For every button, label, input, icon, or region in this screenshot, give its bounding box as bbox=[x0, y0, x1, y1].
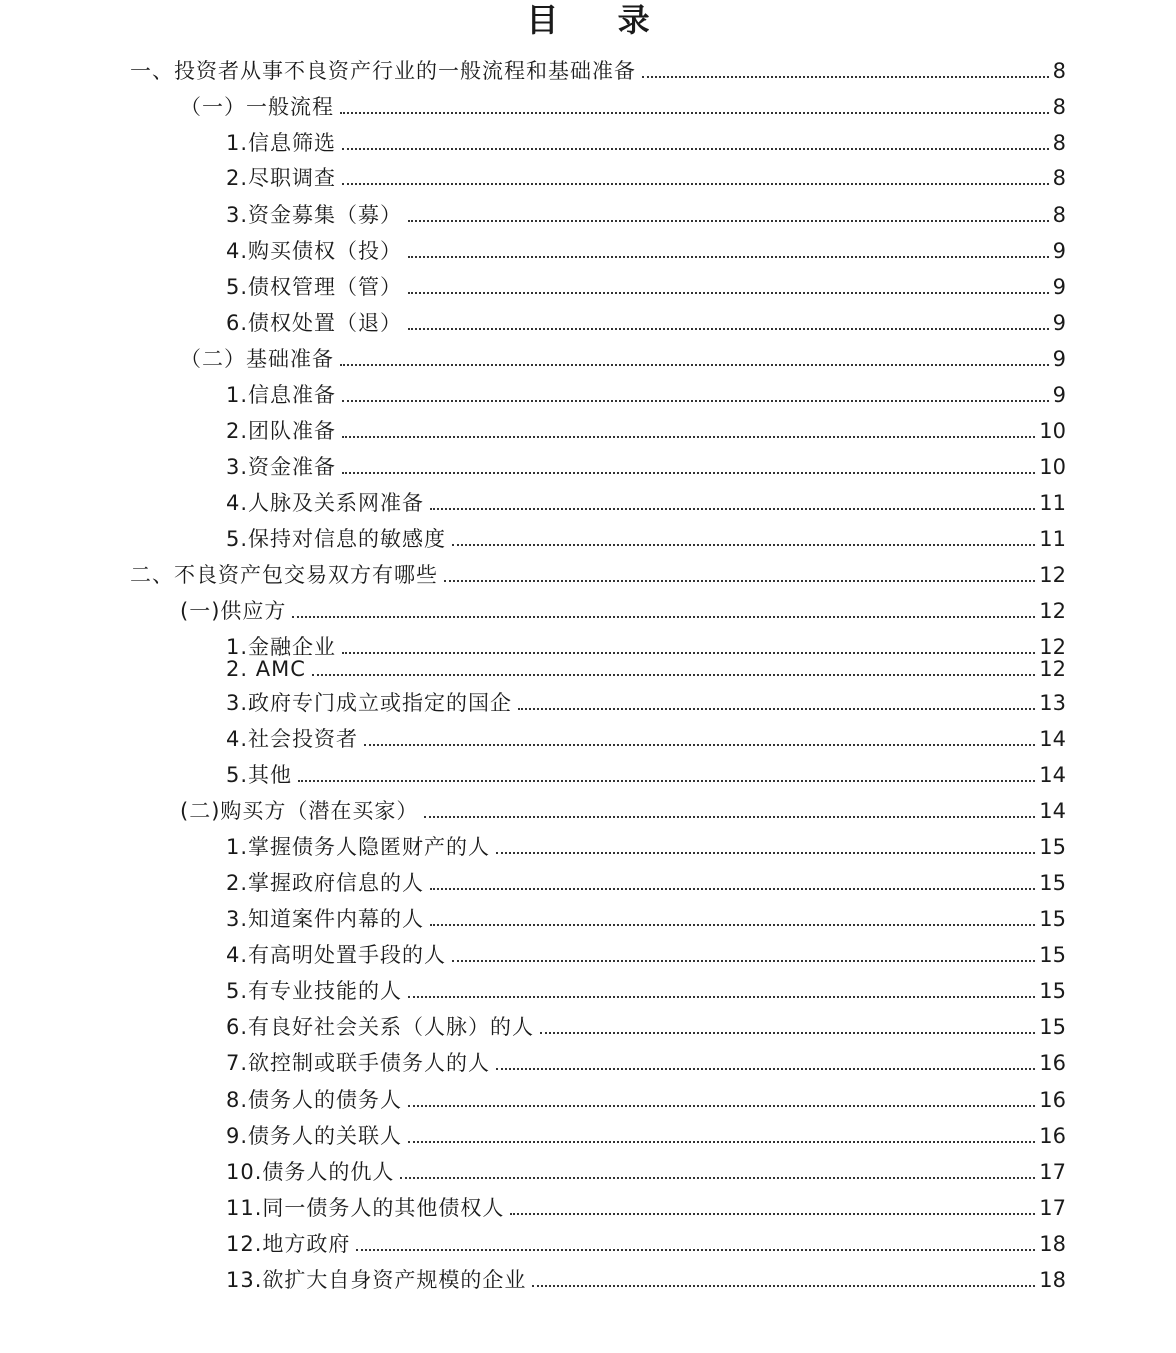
toc-entry[interactable] bbox=[226, 310, 1066, 336]
toc-entry-page-number: 8 bbox=[1052, 166, 1066, 190]
dot-leader bbox=[340, 364, 1049, 366]
dot-leader bbox=[400, 1177, 1035, 1179]
toc-entry-page-number: 10 bbox=[1039, 419, 1066, 443]
dot-leader bbox=[312, 674, 1035, 676]
toc-entry[interactable] bbox=[226, 1231, 1066, 1257]
toc-entry-label: 11.同一债务人的其他债权人 bbox=[226, 1196, 505, 1220]
dot-leader bbox=[342, 436, 1035, 438]
toc-entry[interactable] bbox=[226, 1123, 1066, 1149]
dot-leader bbox=[292, 616, 1035, 618]
toc-entry[interactable] bbox=[226, 130, 1066, 156]
toc-entry-label: 5.债权管理（管） bbox=[226, 275, 403, 299]
toc-entry-label: 1.信息准备 bbox=[226, 383, 337, 407]
dot-leader bbox=[430, 888, 1035, 890]
toc-entry-label: 9.债务人的关联人 bbox=[226, 1124, 403, 1148]
dot-leader bbox=[408, 996, 1035, 998]
toc-entry[interactable] bbox=[226, 1267, 1066, 1293]
toc-entry-label: 6.债权处置（退） bbox=[226, 311, 403, 335]
toc-entry[interactable] bbox=[180, 598, 1066, 624]
toc-entry-label: 4.购买债权（投） bbox=[226, 239, 403, 263]
toc-entry-page-number: 12 bbox=[1039, 635, 1066, 659]
toc-entry-page-number: 15 bbox=[1039, 907, 1066, 931]
toc-entry-label: 6.有良好社会关系（人脉）的人 bbox=[226, 1015, 535, 1039]
dot-leader bbox=[430, 508, 1035, 510]
toc-entry-label: (一)供应方 bbox=[180, 599, 287, 623]
dot-leader bbox=[342, 472, 1035, 474]
toc-entry-label: 2.掌握政府信息的人 bbox=[226, 871, 425, 895]
dot-leader bbox=[342, 183, 1049, 185]
toc-entry-page-number: 9 bbox=[1052, 239, 1066, 263]
toc-entry-label: 10.债务人的仇人 bbox=[226, 1160, 395, 1184]
toc-entry-label: 1.掌握债务人隐匿财产的人 bbox=[226, 835, 491, 859]
toc-entry-page-number: 12 bbox=[1039, 599, 1066, 623]
toc-entry-label: 1.信息筛选 bbox=[226, 131, 337, 155]
toc-entry-page-number: 15 bbox=[1039, 1015, 1066, 1039]
toc-entry-page-number: 9 bbox=[1052, 275, 1066, 299]
toc-entry[interactable] bbox=[226, 274, 1066, 300]
toc-entry-page-number: 16 bbox=[1039, 1088, 1066, 1112]
toc-entry-page-number: 8 bbox=[1052, 131, 1066, 155]
toc-entry-label: 2. AMC bbox=[226, 657, 306, 681]
toc-entry-page-number: 16 bbox=[1039, 1051, 1066, 1075]
toc-entry-label: (二)购买方（潜在买家） bbox=[180, 799, 419, 823]
toc-entry-label: 5.其他 bbox=[226, 763, 293, 787]
toc-entry-page-number: 14 bbox=[1039, 799, 1066, 823]
toc-entry[interactable] bbox=[226, 906, 1066, 932]
toc-entry-label: 5.有专业技能的人 bbox=[226, 979, 403, 1003]
dot-leader bbox=[364, 744, 1035, 746]
toc-title: 目 录 bbox=[526, 1, 674, 39]
toc-entry[interactable] bbox=[226, 978, 1066, 1004]
toc-entry[interactable] bbox=[226, 762, 1066, 788]
toc-entry-label: 1.金融企业 bbox=[226, 635, 337, 659]
dot-leader bbox=[342, 148, 1049, 150]
toc-entry-label: 3.政府专门成立或指定的国企 bbox=[226, 691, 513, 715]
toc-entry[interactable] bbox=[226, 202, 1066, 228]
toc-entry-page-number: 14 bbox=[1039, 763, 1066, 787]
toc-entry-label: （一）一般流程 bbox=[180, 95, 334, 119]
toc-entry-page-number: 13 bbox=[1039, 691, 1066, 715]
toc-entry-page-number: 12 bbox=[1039, 657, 1066, 681]
dot-leader bbox=[444, 580, 1035, 582]
dot-leader bbox=[408, 220, 1049, 222]
toc-entry-label: 2.尽职调查 bbox=[226, 166, 337, 190]
toc-entry-page-number: 11 bbox=[1039, 491, 1066, 515]
toc-entry-label: 3.知道案件内幕的人 bbox=[226, 907, 425, 931]
dot-leader bbox=[424, 816, 1035, 818]
toc-entry-page-number: 10 bbox=[1039, 455, 1066, 479]
toc-entry-label: 3.资金募集（募） bbox=[226, 203, 403, 227]
toc-entry-page-number: 9 bbox=[1052, 311, 1066, 335]
toc-entry[interactable] bbox=[226, 1050, 1066, 1076]
toc-entry-label: 7.欲控制或联手债务人的人 bbox=[226, 1051, 491, 1075]
dot-leader bbox=[298, 780, 1035, 782]
toc-entry-label: 4.有高明处置手段的人 bbox=[226, 943, 447, 967]
dot-leader bbox=[540, 1032, 1035, 1034]
dot-leader bbox=[510, 1213, 1035, 1215]
toc-entry[interactable] bbox=[130, 58, 1066, 84]
toc-entry-page-number: 18 bbox=[1039, 1268, 1066, 1292]
toc-entry-label: 5.保持对信息的敏感度 bbox=[226, 527, 447, 551]
toc-entry[interactable] bbox=[226, 1087, 1066, 1113]
toc-entry[interactable] bbox=[226, 656, 1066, 682]
toc-entry[interactable] bbox=[226, 490, 1066, 516]
dot-leader bbox=[408, 1141, 1035, 1143]
dot-leader bbox=[642, 76, 1049, 78]
toc-entry-page-number: 16 bbox=[1039, 1124, 1066, 1148]
dot-leader bbox=[408, 292, 1049, 294]
toc-entry-page-number: 8 bbox=[1052, 59, 1066, 83]
dot-leader bbox=[532, 1285, 1035, 1287]
toc-entry[interactable] bbox=[226, 238, 1066, 264]
toc-entry[interactable] bbox=[226, 165, 1066, 191]
toc-entry-page-number: 8 bbox=[1052, 203, 1066, 227]
toc-entry[interactable] bbox=[226, 1014, 1066, 1040]
toc-entry-page-number: 9 bbox=[1052, 347, 1066, 371]
dot-leader bbox=[408, 328, 1049, 330]
dot-leader bbox=[496, 1068, 1035, 1070]
toc-entry-page-number: 18 bbox=[1039, 1232, 1066, 1256]
toc-entry[interactable] bbox=[226, 526, 1066, 552]
toc-entry-page-number: 11 bbox=[1039, 527, 1066, 551]
toc-entry-label: 12.地方政府 bbox=[226, 1232, 351, 1256]
toc-entry-page-number: 15 bbox=[1039, 835, 1066, 859]
toc-entry[interactable] bbox=[226, 834, 1066, 860]
toc-entry-page-number: 15 bbox=[1039, 871, 1066, 895]
toc-entry-page-number: 14 bbox=[1039, 727, 1066, 751]
dot-leader bbox=[340, 112, 1049, 114]
toc-entry[interactable] bbox=[226, 382, 1066, 408]
toc-entry-label: （二）基础准备 bbox=[180, 347, 334, 371]
toc-entry[interactable] bbox=[226, 1159, 1066, 1185]
toc-entry[interactable] bbox=[180, 798, 1066, 824]
toc-entry[interactable] bbox=[226, 870, 1066, 896]
toc-entry-label: 4.社会投资者 bbox=[226, 727, 359, 751]
dot-leader bbox=[408, 1105, 1035, 1107]
dot-leader bbox=[452, 960, 1035, 962]
toc-entry[interactable] bbox=[226, 454, 1066, 480]
dot-leader bbox=[452, 544, 1035, 546]
toc-entry[interactable] bbox=[130, 562, 1066, 588]
dot-leader bbox=[496, 852, 1035, 854]
toc-entry-page-number: 17 bbox=[1039, 1196, 1066, 1220]
dot-leader bbox=[356, 1249, 1035, 1251]
toc-entry-label: 4.人脉及关系网准备 bbox=[226, 491, 425, 515]
toc-entry[interactable] bbox=[180, 346, 1066, 372]
dot-leader bbox=[342, 400, 1049, 402]
toc-entry[interactable] bbox=[226, 418, 1066, 444]
dot-leader bbox=[518, 708, 1035, 710]
toc-entry-page-number: 9 bbox=[1052, 383, 1066, 407]
toc-entry-page-number: 15 bbox=[1039, 943, 1066, 967]
toc-entry-page-number: 8 bbox=[1052, 95, 1066, 119]
toc-entry-label: 2.团队准备 bbox=[226, 419, 337, 443]
toc-entry-label: 一、投资者从事不良资产行业的一般流程和基础准备 bbox=[130, 59, 636, 83]
toc-entry[interactable] bbox=[226, 726, 1066, 752]
toc-entry[interactable] bbox=[226, 1195, 1066, 1221]
toc-entry[interactable] bbox=[180, 94, 1066, 120]
toc-entry-label: 3.资金准备 bbox=[226, 455, 337, 479]
dot-leader bbox=[408, 256, 1049, 258]
toc-entry-label: 13.欲扩大自身资产规模的企业 bbox=[226, 1268, 527, 1292]
toc-entry-page-number: 12 bbox=[1039, 563, 1066, 587]
toc-entry-page-number: 15 bbox=[1039, 979, 1066, 1003]
dot-leader bbox=[342, 652, 1035, 654]
toc-entry-page-number: 17 bbox=[1039, 1160, 1066, 1184]
toc-entry-label: 8.债务人的债务人 bbox=[226, 1088, 403, 1112]
toc-entry-label: 二、不良资产包交易双方有哪些 bbox=[130, 563, 438, 587]
toc-entry[interactable] bbox=[226, 942, 1066, 968]
dot-leader bbox=[430, 924, 1035, 926]
toc-entry[interactable] bbox=[226, 690, 1066, 716]
